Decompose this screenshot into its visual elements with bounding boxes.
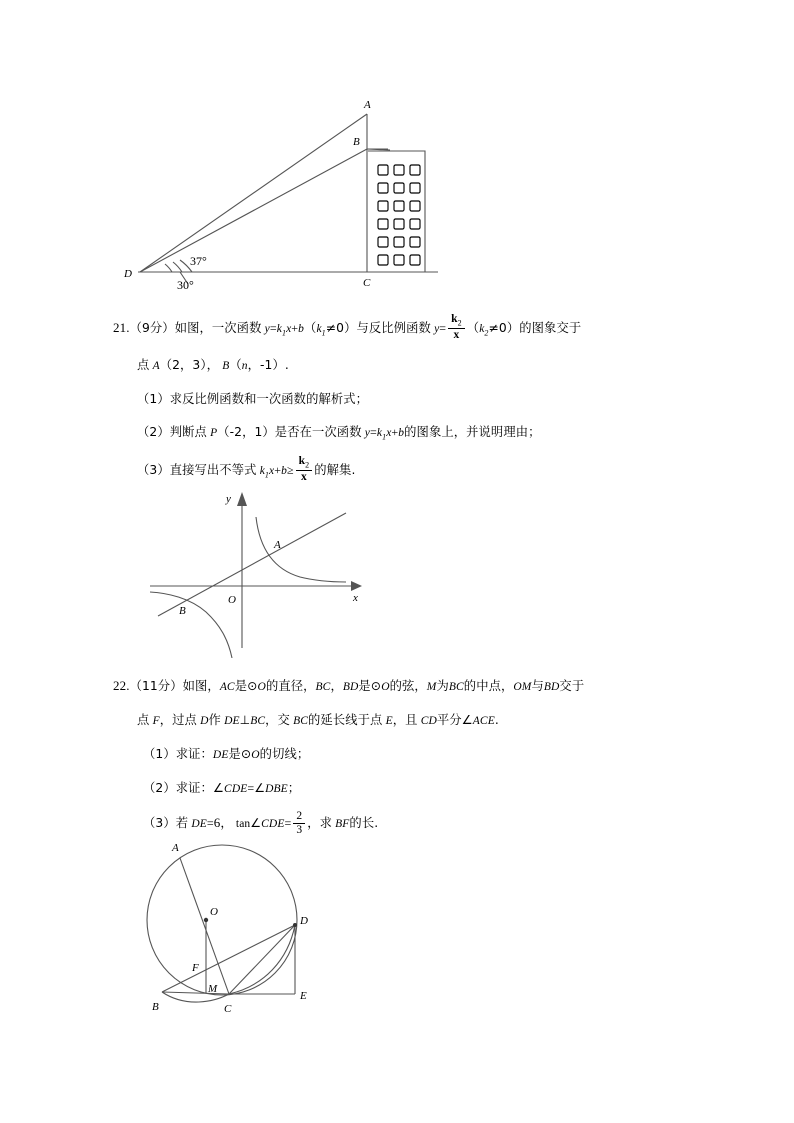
sight-line-DA xyxy=(140,114,367,272)
label-E: E xyxy=(300,990,307,1002)
q21-frac-num-sub: 2 xyxy=(457,318,462,328)
window-cell xyxy=(410,237,420,247)
q22-AC: AC xyxy=(219,681,235,693)
q22-p2-b: ； xyxy=(287,781,301,795)
window-grid xyxy=(378,165,420,265)
q22-BC: BC xyxy=(315,681,331,693)
q21-part-2 xyxy=(113,416,703,453)
q21-paren-open: （ xyxy=(304,321,317,335)
window-cell xyxy=(378,201,388,211)
q21-p3-ge: ≥ xyxy=(286,462,294,477)
q22-l2-g: 平分∠ xyxy=(436,713,473,727)
q22-p3-frac-num: 2 xyxy=(296,809,303,822)
label-D: D xyxy=(300,915,308,927)
window-cell xyxy=(410,183,420,193)
window-cell xyxy=(410,219,420,229)
hyperbola-branch-negative xyxy=(150,592,232,658)
q22-p1-a: （1）求证： xyxy=(143,747,213,761)
q22-CD: CD xyxy=(420,715,437,727)
q22-p1-c: 的切线； xyxy=(259,747,310,761)
angle-arc-inner xyxy=(165,264,172,272)
label-M: M xyxy=(208,983,218,995)
q21-eq-equals: = xyxy=(269,321,277,335)
q22-BC2: BC xyxy=(448,681,464,693)
label-origin: O xyxy=(228,594,236,606)
q22-part-2 xyxy=(113,772,703,806)
q21-p3-frac-num: k xyxy=(298,454,306,467)
q22-l2-b: ，过点 xyxy=(159,713,197,727)
q21-point-A: A xyxy=(152,360,160,373)
q22-p3-six: 6 xyxy=(213,815,221,830)
label-O: O xyxy=(210,906,218,918)
q22-l1-f: 为 xyxy=(436,679,449,693)
q22-l2-e: 的延长线于点 xyxy=(308,713,383,727)
q22-l2-f: ，且 xyxy=(392,713,418,727)
label-D: D xyxy=(124,268,132,280)
q22-l1-e: 的弦， xyxy=(389,679,427,693)
q21-part3-c: 的解集. xyxy=(314,462,356,477)
q21-paren2-open: （ xyxy=(466,321,480,335)
q22-p3-eq2: = xyxy=(284,816,292,830)
q21-part3-a: （3）直接写出不等式 xyxy=(137,462,257,477)
q21-text-c: 的图象交于 xyxy=(519,321,582,335)
sight-line-DB xyxy=(140,149,367,272)
q21-y2: y xyxy=(434,323,440,335)
window-cell xyxy=(394,183,404,193)
q21-p3-frac-num-sub: 2 xyxy=(305,460,310,470)
chord-BC xyxy=(162,992,229,994)
q22-p2-eq: = xyxy=(247,781,255,795)
q22-l1-b: 是⊙ xyxy=(234,679,258,693)
label-B: B xyxy=(353,136,360,148)
q22-BD2: BD xyxy=(543,681,560,693)
label-y-axis: y xyxy=(226,493,231,505)
q21-k1: k xyxy=(316,323,322,335)
q21-eq-y: y xyxy=(264,323,270,335)
q22-O2: O xyxy=(381,681,390,693)
q22-p3-a: （3）若 xyxy=(143,816,189,830)
q22-p2-angle: ∠ xyxy=(254,781,266,795)
q21-eq2: = xyxy=(439,321,447,335)
q21-p3-k1-sub: 1 xyxy=(264,470,270,480)
q21-line-2 xyxy=(113,349,703,383)
q22-E: E xyxy=(385,715,393,727)
q22-D: D xyxy=(200,715,209,727)
q21-ne0: ≠0） xyxy=(325,321,357,335)
q21-part2-c: 的图象上，并说明理由； xyxy=(404,425,541,440)
q21-B-n: n xyxy=(241,360,248,373)
q22-l2-d: ，交 xyxy=(265,713,290,727)
q22-p1-b: 是⊙ xyxy=(228,747,252,761)
q21-p2-k1: k xyxy=(376,427,383,440)
q21-p3-b: b xyxy=(281,464,287,477)
window-cell xyxy=(394,165,404,175)
q21-frac-den: x xyxy=(453,329,460,342)
q21-p2-eq: = xyxy=(370,425,377,440)
label-B: B xyxy=(152,1001,159,1013)
q22-p1-DE: DE xyxy=(212,749,229,761)
q21-ne0b: ≠0） xyxy=(488,321,520,335)
q21-p3-plus: + xyxy=(274,462,282,477)
q22-marks: （11分） xyxy=(129,679,183,693)
building-svg xyxy=(120,92,460,292)
q22-p1-O: O xyxy=(251,749,260,761)
q22-line-2 xyxy=(113,704,703,738)
q21-point-P: P xyxy=(210,427,218,440)
q22-number: 22 xyxy=(113,678,127,693)
q21-frac-num: k xyxy=(451,312,458,325)
q21-eq-x: x xyxy=(286,323,292,335)
q21-k1-sub: 1 xyxy=(321,328,326,338)
q21-point-B: B xyxy=(222,360,230,373)
q22-p3-b: ，求 xyxy=(307,816,332,830)
q21-k2-sub: 2 xyxy=(484,328,489,338)
window-cell xyxy=(378,165,388,175)
question-21 xyxy=(113,311,703,491)
circle-O xyxy=(147,845,297,995)
q22-ACE: ACE xyxy=(472,715,495,727)
q22-p3-c: 的长. xyxy=(349,816,379,830)
angle-arc-30 xyxy=(173,262,182,272)
q21-part1-text: （1）求反比例函数和一次函数的解析式； xyxy=(137,392,369,407)
q22-p3-BF: BF xyxy=(335,818,350,830)
q22-p3-CDE: CDE xyxy=(261,818,285,830)
q22-p3-comma: ， xyxy=(220,816,233,830)
q21-fraction-k2-over-x xyxy=(448,314,465,342)
q21-text-a: 如图，一次函数 xyxy=(174,321,262,335)
graph-svg xyxy=(148,486,380,658)
q21-part-1 xyxy=(113,383,703,416)
q22-F: F xyxy=(152,715,160,727)
q22-p3-eq: = xyxy=(206,816,214,830)
q22-p2-a: （2）求证：∠ xyxy=(143,781,225,795)
figure-function-graph xyxy=(148,486,380,658)
label-C: C xyxy=(224,1003,232,1015)
q22-l1-g: 的中点， xyxy=(463,679,514,693)
q21-eq-k1-sub: 1 xyxy=(281,328,287,338)
q22-p3-tan: tan xyxy=(235,818,251,830)
window-cell xyxy=(378,237,388,247)
point-D-dot xyxy=(293,923,297,927)
q21-B-open: （ xyxy=(229,358,242,373)
q22-BC3: BC xyxy=(250,715,266,727)
q22-OM: OM xyxy=(513,681,532,693)
label-F: F xyxy=(192,962,199,974)
q22-l2-a: 点 xyxy=(137,713,150,727)
q22-l1-c: 的直径， xyxy=(265,679,316,693)
q21-eq-k1: k xyxy=(276,323,282,335)
label-x-axis: x xyxy=(353,592,358,604)
q21-p2-b: b xyxy=(398,427,405,440)
q21-eq-b: b xyxy=(298,323,305,335)
label-angle-37: 37° xyxy=(190,254,207,268)
window-cell xyxy=(378,255,388,265)
q22-l2-h: . xyxy=(494,713,499,727)
window-cell xyxy=(410,165,420,175)
window-cell xyxy=(410,255,420,265)
chord-BD xyxy=(162,925,295,992)
q22-l1-comma: ， xyxy=(330,679,343,693)
q21-B-close: ，-1）. xyxy=(247,358,289,373)
figure-circle-geometry xyxy=(140,836,340,1028)
q21-part2-a: （2）判断点 xyxy=(137,425,207,440)
y-axis-arrow xyxy=(237,492,247,506)
q22-l1-d: 是⊙ xyxy=(358,679,382,693)
window-cell xyxy=(394,201,404,211)
label-C: C xyxy=(363,277,371,289)
q21-p2-x: x xyxy=(386,427,392,440)
q22-l1-i: 交于 xyxy=(559,679,585,693)
label-angle-30: 30° xyxy=(177,278,194,292)
q22-BD: BD xyxy=(342,681,359,693)
q22-M: M xyxy=(426,681,437,693)
window-cell xyxy=(394,237,404,247)
q21-p2-y: y xyxy=(364,427,370,440)
q21-p3-fraction xyxy=(296,456,313,484)
q21-marks: （9分） xyxy=(129,321,175,335)
q22-part-1 xyxy=(113,738,703,772)
q22-DE: DE xyxy=(224,715,240,727)
q22-BC4: BC xyxy=(293,715,308,727)
linear-function-line xyxy=(158,513,346,616)
circle-svg xyxy=(140,836,340,1028)
q22-l1-h: 与 xyxy=(531,679,544,693)
hyperbola-branch-positive xyxy=(256,517,346,582)
q21-p3-x: x xyxy=(269,464,275,477)
x-axis-arrow xyxy=(351,581,362,591)
q21-line-1: 21.（9分）如图，一次函数 $y=k_1x+b(k_1\ne 0)$与反比例函数 y= $\frac{k_2}{x}$ $(k_2\ne 0)$的图象交于 xyxy=(113,312,582,342)
question-22 xyxy=(113,669,703,841)
label-A: A xyxy=(172,842,179,854)
q22-p3-fraction-2-over-3 xyxy=(293,811,305,837)
q21-p2-k1-sub: 1 xyxy=(382,432,387,442)
q21-l2-a: 点 xyxy=(137,358,150,373)
q21-k2: k xyxy=(479,323,485,335)
q22-p3-angle: ∠ xyxy=(250,816,262,830)
q21-p3-frac-den: x xyxy=(301,471,307,484)
q21-p3-k1: k xyxy=(259,464,265,477)
q21-A-coord: （2，3）， xyxy=(159,358,220,373)
q21-P-coord: （-2，1）是否在一次函数 xyxy=(217,425,362,440)
q21-p2-plus: + xyxy=(391,425,399,440)
window-cell xyxy=(394,255,404,265)
q21-text-b: 与反比例函数 xyxy=(356,321,431,335)
q22-p2-DBE: DBE xyxy=(265,783,288,795)
point-O-dot xyxy=(204,918,208,922)
figure-building-elevation xyxy=(120,92,460,292)
window-cell xyxy=(394,219,404,229)
q21-number: 21 xyxy=(113,320,127,335)
q22-l1-a: 如图， xyxy=(182,679,220,693)
q22-p2-CDE: CDE xyxy=(224,783,248,795)
label-A: A xyxy=(364,99,371,111)
q22-p3-frac-den: 3 xyxy=(296,824,303,837)
segment-AC xyxy=(180,858,229,994)
window-cell xyxy=(378,219,388,229)
q22-line-1: 22.（11分）如图，AC是⊙O的直径，BC，BD是⊙O的弦，M为BC的中点，OM与BD交于 xyxy=(113,678,585,693)
q22-O1: O xyxy=(257,681,266,693)
q22-p3-DE: DE xyxy=(191,818,207,830)
q22-perp: ⊥ xyxy=(239,713,251,727)
label-point-B: B xyxy=(179,605,186,617)
label-point-A: A xyxy=(274,539,281,551)
q21-eq-plus: + xyxy=(291,321,299,335)
q22-l2-c: 作 xyxy=(208,713,221,727)
window-cell xyxy=(378,183,388,193)
window-cell xyxy=(410,201,420,211)
